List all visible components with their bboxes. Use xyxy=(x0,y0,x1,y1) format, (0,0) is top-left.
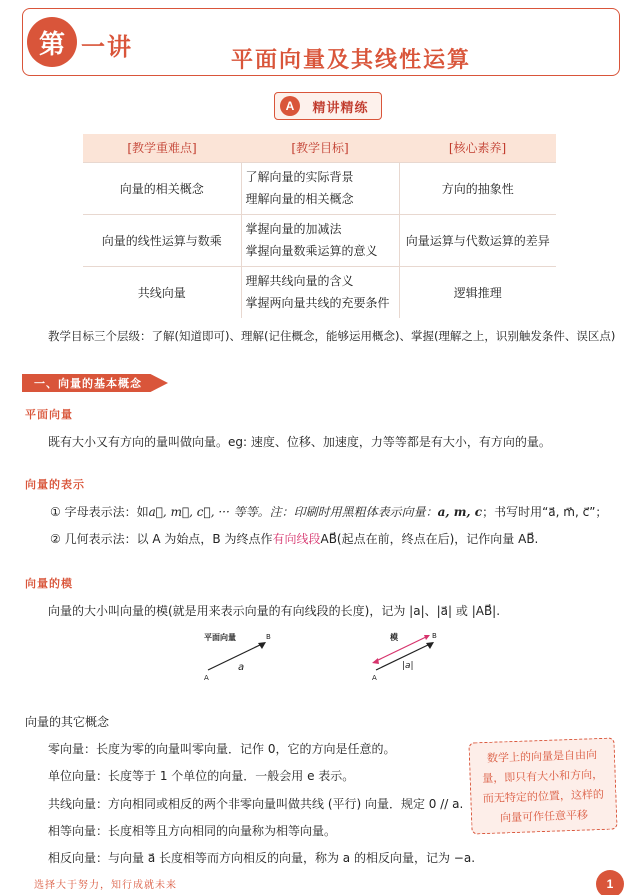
section-tag xyxy=(274,92,382,120)
topic-cell: 向量的相关概念 xyxy=(83,162,241,214)
text-run: ② 几何表示法：以 A 为始点，B 为终点作 xyxy=(50,532,273,546)
bracket-arrow-icon xyxy=(372,658,379,664)
start-point-label: A xyxy=(204,674,209,682)
diagram-left-label: 平面向量 xyxy=(204,633,236,642)
equal-vector-definition: 相等向量：长度相等且方向相同的向量称为相等向量。 xyxy=(48,824,337,838)
table-header: [核心素养] xyxy=(399,134,556,162)
modulus-label: |a| xyxy=(402,661,414,671)
modulus-definition: 向量的大小叫向量的模(就是用来表示向量的有向线段的长度)，记为 |a|、|a⃗| 或 |AB⃗|. xyxy=(48,604,501,618)
lecture-badge: 第 xyxy=(27,17,77,67)
section-title: 一、向量的基本概念 xyxy=(34,377,142,390)
free-vector-sidenote: 数学上的向量是自由向量，即只有大小和方向，而无特定的位置，这样的向量可作任意平移 xyxy=(468,737,617,834)
opposite-vector-definition: 相反向量：与向量 a⃗ 长度相等而方向相反的向量，称为 a 的相反向量，记为 −a. xyxy=(48,851,476,865)
tag-a-icon: A xyxy=(280,96,300,116)
teaching-goals-table xyxy=(83,134,556,318)
goal-line: 了解向量的实际背景 xyxy=(245,170,354,184)
literacy-cell: 方向的抽象性 xyxy=(399,162,556,214)
collinear-vector-definition: 共线向量：方向相同或相反的两个非零向量叫做共线 (平行) 向量．规定 0 // a. xyxy=(48,797,464,811)
diagram-right-label: 模 xyxy=(390,633,398,642)
plane-vector-definition: 既有大小又有方向的量叫做向量。eg: 速度、位移、加速度，力等等都是有大小，有方向的量。 xyxy=(48,435,551,449)
heading-modulus: 向量的模 xyxy=(25,577,73,590)
letter-notation-line xyxy=(50,503,607,520)
lecture-number: 一讲 xyxy=(81,32,133,61)
vector-arrow xyxy=(208,644,262,670)
goal-cell xyxy=(241,266,399,318)
goal-line: 掌握向量数乘运算的意义 xyxy=(245,244,378,258)
start-point-label: A xyxy=(372,674,377,682)
goal-line: 掌握向量的加减法 xyxy=(245,222,342,236)
goal-cell xyxy=(241,162,399,214)
table-header: [教学重难点] xyxy=(83,134,241,162)
page-title: 平面向量及其线性运算 xyxy=(230,47,471,73)
vector-diagram-left xyxy=(196,630,286,682)
goal-line: 理解共线向量的含义 xyxy=(245,274,354,289)
topic-cell: 向量的线性运算与数乘 xyxy=(83,214,241,266)
text-run: a⃗, m⃗, c⃗, ··· 等等。注：印刷时用黑粗体表示向量： xyxy=(148,505,438,519)
vector-diagram-right xyxy=(366,628,446,682)
topic-cell: 共线向量 xyxy=(83,266,241,318)
table-header-row xyxy=(83,134,556,162)
text-run: ；书写时用“a⃗, m⃗, c⃗”； xyxy=(482,505,608,519)
literacy-cell: 向量运算与代数运算的差异 xyxy=(399,214,556,266)
heading-other-concepts: 向量的其它概念 xyxy=(25,715,110,729)
vector-name: a xyxy=(238,662,245,673)
tag-label: 精讲精练 xyxy=(312,100,369,116)
goal-line: 掌握两向量共线的充要条件 xyxy=(245,296,390,311)
unit-vector-definition: 单位向量：长度等于 1 个单位的向量．一般会用 e 表示。 xyxy=(48,769,355,783)
zero-vector-definition: 零向量：长度为零的向量叫零向量．记作 0，它的方向是任意的。 xyxy=(48,742,396,756)
goal-cell xyxy=(241,214,399,266)
bold-vectors: a, m, c xyxy=(437,505,483,519)
directed-segment-term: 有向线段 xyxy=(272,532,321,546)
page-number: 1 xyxy=(596,870,624,895)
table-header: [教学目标] xyxy=(241,134,399,162)
section-banner xyxy=(22,370,172,394)
table-row xyxy=(83,162,556,214)
footer-motto: 选择大于努力，知行成就未来 xyxy=(34,880,177,891)
goal-line: 理解向量的相关概念 xyxy=(245,192,354,206)
literacy-cell: 逻辑推理 xyxy=(399,266,556,318)
heading-representation: 向量的表示 xyxy=(25,478,85,491)
text-run: ① 字母表示法：如 xyxy=(50,505,149,519)
geometric-notation-line xyxy=(50,530,538,547)
lecture-header xyxy=(22,8,620,76)
text-run: AB⃗(起点在前，终点在后)，记作向量 AB⃗. xyxy=(320,532,539,546)
heading-plane-vector: 平面向量 xyxy=(25,408,73,421)
goal-levels-note: 教学目标三个层级：了解(知道即可)、理解(记住概念，能够运用概念)、掌握(理解之上，识别触发条件、误区点) xyxy=(48,329,616,343)
table-row xyxy=(83,214,556,266)
table-row xyxy=(83,266,556,318)
end-point-label: B xyxy=(432,632,437,640)
end-point-label: B xyxy=(266,633,271,641)
